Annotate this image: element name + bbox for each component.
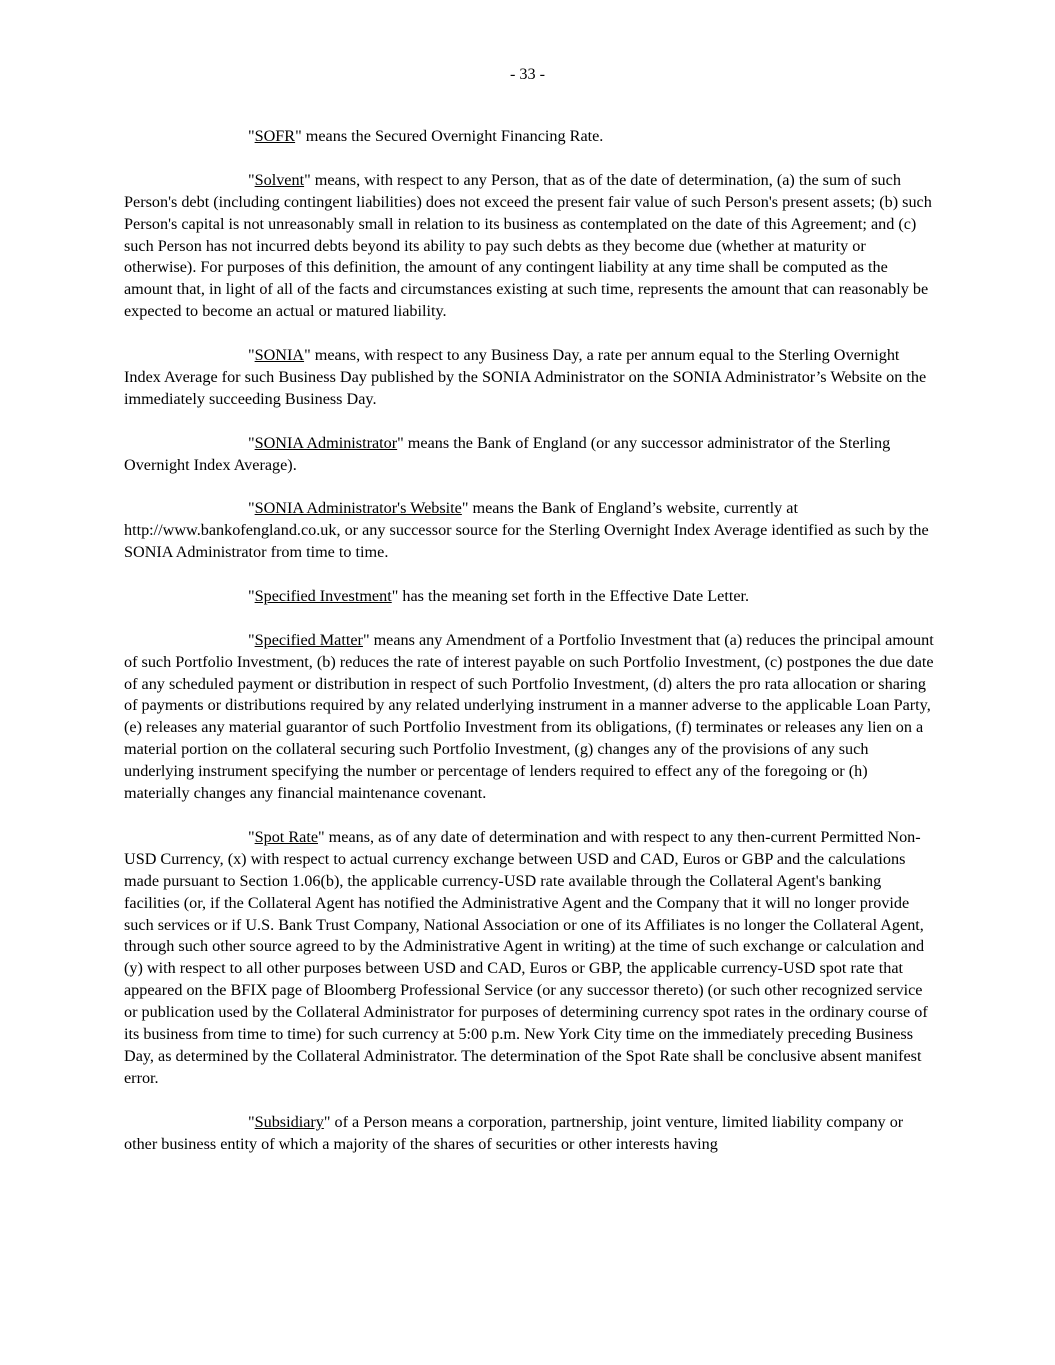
definition-text: " means, as of any date of determination and with respect to any then-current Permitted Non-USD Currency, (x) with respect to actual currency exchange between USD and CAD, Euros or GBP and the calculations made pursuant to Section 1.06(b), the applicable currency-USD rate available through the Collateral Agent's banking facilities (or, if the Collateral Agent has notified the Administrative Agent and the Company that it will no longer provide such services or if U.S. Bank Trust Company, National Association or one of its Affiliates is no longer the Collateral Agent, through such other source agreed to by the Administrative Agent in writing) at the time of such exchange or calculation and (y) with respect to all other purposes between USD and CAD, Euros or GBP, the applicable currency-USD spot rate that appeared on the BFIX page of Bloomberg Professional Service (or any successor thereto) (or such other recognized service or publication used by the Collateral Administrator for purposes of determining currency spot rates in the ordinary course of its business from time to time) for such currency at 5:00 p.m. New York City time on the immediately preceding Business Day, as determined by the Collateral Administrator. The determination of the Spot Rate shall be conclusive absent manifest error.	[124, 827, 928, 1087]
definition-specified-matter: "Specified Matter" means any Amendment of a Portfolio Investment that (a) reduces the principal amount of such Portfolio Investment, (b) reduces the rate of interest payable on such Portfolio Investment, (c) postpones the due date of any scheduled payment or distribution in respect of such Portfolio Investment, (d) alters the pro rata allocation or sharing of payments or distributions required by any related underlying instrument in a manner adverse to the applicable Loan Party, (e) releases any material guarantor of such Portfolio Investment from its obligations, (f) terminates or releases any lien on a material portion on the collateral securing such Portfolio Investment, (g) changes any of the provisions of any such underlying instrument specifying the number or percentage of lenders required to effect any of the foregoing or (h) materially changes any financial maintenance covenant.	[124, 630, 934, 803]
defined-term: SOFR	[254, 127, 296, 145]
definition-text: " means the Bank of England (or any successor administrator of the Sterling Overnight Index Average).	[124, 433, 891, 474]
definition-text: " means, with respect to any Business Day, a rate per annum equal to the Sterling Overnight Index Average for such Business Day published by the SONIA Administrator on the SONIA Administrator’s Website on the immediately succeeding Business Day.	[124, 346, 927, 408]
definition-sonia-administrators-website: "SONIA Administrator's Website" means the Bank of England’s website, currently at http://www.bankofengland.co.uk, or any successor source for the Sterling Overnight Index Average identified as such by the SONIA Administrator from time to time.	[124, 499, 929, 562]
defined-term: Specified Investment	[254, 586, 392, 605]
definition-sonia-administrator: "SONIA Administrator" means the Bank of England (or any successor administrator of the Sterling Overnight Index Average).	[124, 433, 891, 474]
definition-sonia: "SONIA" means, with respect to any Business Day, a rate per annum equal to the Sterling Overnight Index Average for such Business Day published by the SONIA Administrator on the SONIA Administrator’s Website on the immediately succeeding Business Day.	[124, 346, 927, 408]
definition-text: " of a Person means a corporation, partnership, joint venture, limited liability company or other business entity of which a majority of the shares of securities or other interests having	[124, 1112, 904, 1153]
definition-sofr: "SOFR" means the Secured Overnight Financing Rate.	[248, 127, 604, 145]
definition-solvent: "Solvent" means, with respect to any Person, that as of the date of determination, (a) the sum of such Person's debt (including contingent liabilities) does not exceed the present fair value of such Person's present assets; (b) such Person's capital is not unreasonably small in relation to its business as contemplated on the date of this Agreement; and (c) such Person has not incurred debts beyond its ability to pay such debts as they become due (whether at maturity or otherwise). For purposes of this definition, the amount of any contingent liability at any time shall be computed as the amount that, in light of all of the facts and circumstances existing at such time, represents the amount that can reasonably be expected to become an actual or matured liability.	[124, 170, 932, 321]
defined-term: SONIA Administrator	[254, 433, 398, 452]
definition-subsidiary: "Subsidiary" of a Person means a corporation, partnership, joint venture, limited liability company or other business entity of which a majority of the shares of securities or other interests having	[124, 1112, 904, 1153]
definition-text: " has the meaning set forth in the Effective Date Letter.	[391, 586, 750, 605]
definition-specified-investment: "Specified Investment" has the meaning set forth in the Effective Date Letter.	[248, 586, 750, 605]
defined-term: Solvent	[254, 170, 305, 189]
defined-term: Specified Matter	[254, 630, 363, 649]
definition-text: " means any Amendment of a Portfolio Investment that (a) reduces the principal amount of such Portfolio Investment, (b) reduces the rate of interest payable on such Portfolio Investment, (c) postpones the due date of any scheduled payment or distribution in respect of such Portfolio Investment, (d) alters the pro rata allocation or sharing of payments or distributions required by any related underlying instrument in a manner adverse to the applicable Loan Party, (e) releases any material guarantor of such Portfolio Investment from its obligations, (f) terminates or releases any lien on a material portion on the collateral securing such Portfolio Investment, (g) changes any of the provisions of any such underlying instrument specifying the number or percentage of lenders required to effect any of the foregoing or (h) materially changes any financial maintenance covenant.	[124, 630, 934, 803]
definition-text: " means the Bank of England’s website, currently at http://www.bankofengland.co.uk, or any successor source for the Sterling Overnight Index Average identified as such by the SONIA Administrator from time to time.	[124, 499, 929, 562]
defined-term: SONIA Administrator's Website	[254, 499, 462, 518]
definition-text: " means the Secured Overnight Financing Rate.	[295, 127, 604, 145]
definition-spot-rate: "Spot Rate" means, as of any date of determination and with respect to any then-current Permitted Non-USD Currency, (x) with respect to actual currency exchange between USD and CAD, Euros or GBP and the calculations made pursuant to Section 1.06(b), the applicable currency-USD rate available through the Collateral Agent's banking facilities (or, if the Collateral Agent has notified the Administrative Agent and the Company that it will no longer provide such services or if U.S. Bank Trust Company, National Association or one of its Affiliates is no longer the Collateral Agent, through such other source agreed to by the Administrative Agent in writing) at the time of such exchange or calculation and (y) with respect to all other purposes between USD and CAD, Euros or GBP, the applicable currency-USD spot rate that appeared on the BFIX page of Bloomberg Professional Service (or any successor thereto) (or such other recognized service or publication used by the Collateral Administrator for purposes of determining currency spot rates in the ordinary course of its business from time to time) for such currency at 5:00 p.m. New York City time on the immediately preceding Business Day, as determined by the Collateral Administrator. The determination of the Spot Rate shall be conclusive absent manifest error.	[124, 827, 928, 1087]
defined-term: Subsidiary	[254, 1112, 324, 1131]
definition-text: " means, with respect to any Person, that as of the date of determination, (a) the sum of such Person's debt (including contingent liabilities) does not exceed the present fair value of such Person's present assets; (b) such Person's capital is not unreasonably small in relation to its business as contemplated on the date of this Agreement; and (c) such Person has not incurred debts beyond its ability to pay such debts as they become due (whether at maturity or otherwise). For purposes of this definition, the amount of any contingent liability at any time shall be computed as the amount that, in light of all of the facts and circumstances existing at such time, represents the amount that can reasonably be expected to become an actual or matured liability.	[124, 170, 932, 321]
definitions-section	[124, 126, 936, 1177]
defined-term: SONIA	[254, 346, 305, 365]
defined-term: Spot Rate	[254, 827, 319, 846]
page-number: - 33 -	[509, 65, 546, 83]
